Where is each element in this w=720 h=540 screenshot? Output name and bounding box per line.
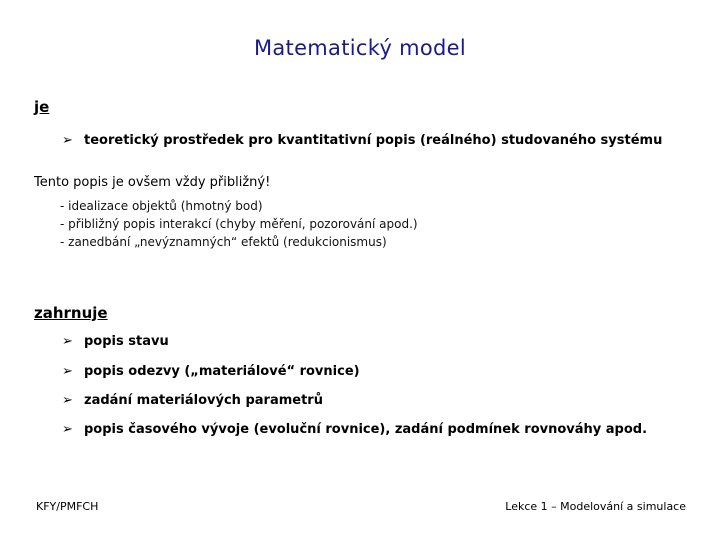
arrow-bullet-icon: ➢ <box>62 364 73 379</box>
bullet-item <box>62 364 360 379</box>
dash-item: - zanedbání „nevýznamných“ efektů (redukcionismus) <box>60 235 387 249</box>
bullet-text: teoretický prostředek pro kvantitativní popis (reálného) studovaného systému <box>84 133 663 148</box>
arrow-bullet-icon: ➢ <box>62 422 73 437</box>
arrow-bullet-icon: ➢ <box>62 334 73 349</box>
footer-course-code: KFY/PMFCH <box>36 500 99 513</box>
bullet-item <box>62 422 647 437</box>
arrow-bullet-icon: ➢ <box>62 393 73 408</box>
bullet-text: popis časového vývoje (evoluční rovnice), zadání podmínek rovnováhy apod. <box>84 422 648 437</box>
section-heading-je: je <box>34 98 50 116</box>
bullet-item <box>62 133 662 148</box>
bullet-item <box>62 334 169 349</box>
bullet-item <box>62 393 323 408</box>
section-heading-zahrnuje: zahrnuje <box>34 304 108 322</box>
dash-list <box>60 197 418 251</box>
footer-lecture-title: Lekce 1 – Modelování a simulace <box>505 500 686 513</box>
slide-title: Matematický model <box>253 36 467 60</box>
dash-item: - idealizace objektů (hmotný bod) <box>60 199 263 213</box>
bullet-text: zadání materiálových parametrů <box>84 393 323 408</box>
dash-item: - přibližný popis interakcí (chyby měření, pozorování apod.) <box>60 217 418 231</box>
arrow-bullet-icon: ➢ <box>62 133 73 148</box>
bullet-text: popis odezvy („materiálové“ rovnice) <box>84 364 360 379</box>
note-text: Tento popis je ovšem vždy přibližný! <box>34 175 271 190</box>
bullet-text: popis stavu <box>84 334 169 349</box>
